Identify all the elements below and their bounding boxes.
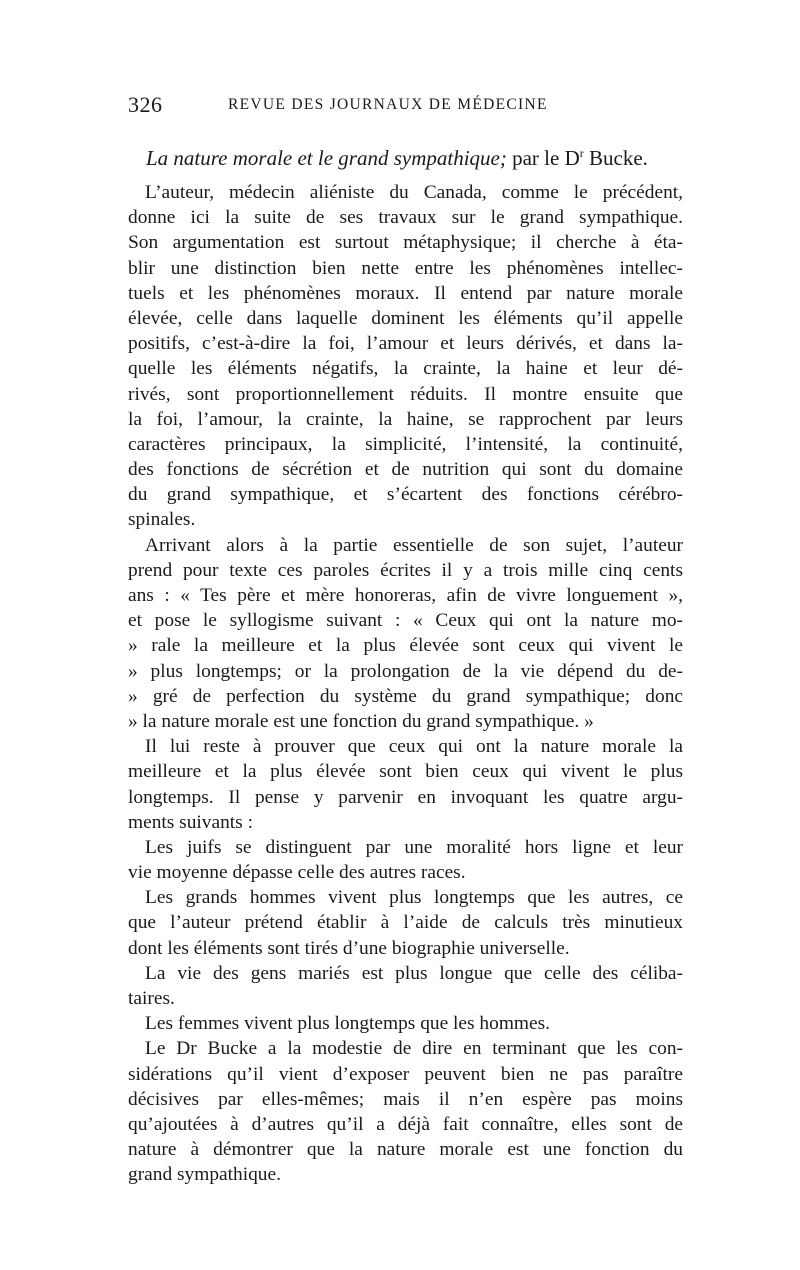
text-line: ans : « Tes père et mère honoreras, afin de vivre longuement », (128, 585, 683, 606)
text-line: taires. (128, 988, 175, 1009)
text-line: » rale la meilleure et la plus élevée sont ceux qui vivent le (128, 635, 683, 657)
article-title-text: La nature morale et le grand sympathique; (146, 146, 507, 170)
text-line: élevée, celle dans laquelle dominent les éléments qu’il appelle (128, 307, 683, 329)
text-line: longtemps. Il pense y parvenir en invoquant les quatre argu- (128, 786, 683, 808)
text-line: » la nature morale est une fonction du grand sympathique. » (128, 710, 594, 732)
text-line: La vie des gens mariés est plus longue que celle des céliba- (145, 962, 683, 984)
article-title (146, 146, 686, 171)
text-line: rivés, sont proportionnellement réduits. Il montre ensuite que (128, 383, 683, 405)
running-title: REVUE DES JOURNAUX DE MÉDECINE (228, 96, 548, 113)
text-line: Arrivant alors à la partie essentielle de son sujet, l’auteur (145, 534, 683, 556)
text-line: Son argumentation est surtout métaphysique; il cherche à éta- (128, 232, 683, 254)
text-line: L’auteur, médecin aliéniste du Canada, comme le précédent, (145, 182, 683, 203)
text-line: » gré de perfection du système du grand sympathique; donc (128, 685, 683, 707)
text-line: Les juifs se distinguent par une moralité hors ligne et leur (145, 836, 683, 858)
text-line: nature à démontrer que la nature morale est une fonction du (128, 1139, 683, 1161)
text-line: » plus longtemps; or la prolongation de la vie dépend du de- (128, 660, 683, 682)
text-line: du grand sympathique, et s’écartent des fonctions cérébro- (128, 484, 683, 506)
text-line: dont les éléments sont tirés d’une biographie universelle. (128, 937, 570, 959)
text-line: caractères principaux, la simplicité, l’intensité, la continuité, (128, 433, 683, 455)
byline-superscript: r (579, 146, 584, 160)
byline-author: Bucke. (583, 146, 648, 170)
text-line: grand sympathique. (128, 1164, 281, 1186)
text-line: positifs, c’est-à-dire la foi, l’amour et leurs dérivés, et dans la- (128, 333, 683, 355)
text-line: des fonctions de sécrétion et de nutrition qui sont du domaine (128, 459, 683, 481)
byline-prefix: par le D (512, 146, 580, 170)
text-line: sidérations qu’il vient d’exposer peuvent bien ne pas paraître (128, 1063, 683, 1085)
text-line: ments suivants : (128, 811, 253, 833)
text-line: quelle les éléments négatifs, la crainte, la haine et leur dé- (128, 358, 683, 380)
text-line: décisives par elles-mêmes; mais il n’en espère pas moins (128, 1088, 683, 1110)
text-line: Les femmes vivent plus longtemps que les hommes. (145, 1013, 550, 1035)
text-line: vie moyenne dépasse celle des autres races. (128, 862, 466, 884)
text-line: spinales. (128, 509, 196, 531)
text-line: la foi, l’amour, la crainte, la haine, se rapprochent par leurs (128, 408, 683, 430)
page-number: 326 (128, 92, 163, 117)
text-line: et pose le syllogisme suivant : « Ceux qui ont la nature mo- (128, 610, 683, 632)
text-line: donne ici la suite de ses travaux sur le grand sympathique. (128, 207, 683, 229)
text-line: Il lui reste à prouver que ceux qui ont la nature morale la (145, 736, 683, 758)
text-line: Le Dr Bucke a la modestie de dire en terminant que les con- (145, 1038, 683, 1060)
text-line: que l’auteur prétend établir à l’aide de calculs très minutieux (128, 912, 683, 934)
text-line: Les grands hommes vivent plus longtemps que les autres, ce (145, 887, 683, 909)
text-line: qu’ajoutées à d’autres qu’il a déjà fait connaître, elles sont de (128, 1113, 683, 1135)
text-line: prend pour texte ces paroles écrites il y a trois mille cinq cents (128, 559, 683, 581)
text-line: blir une distinction bien nette entre les phénomènes intellec- (128, 257, 683, 279)
text-line: tuels et les phénomènes moraux. Il entend par nature morale (128, 282, 683, 304)
article-body (128, 180, 683, 1188)
page-header (128, 92, 683, 122)
text-line: meilleure et la plus élevée sont bien ceux qui vivent le plus (128, 761, 683, 783)
